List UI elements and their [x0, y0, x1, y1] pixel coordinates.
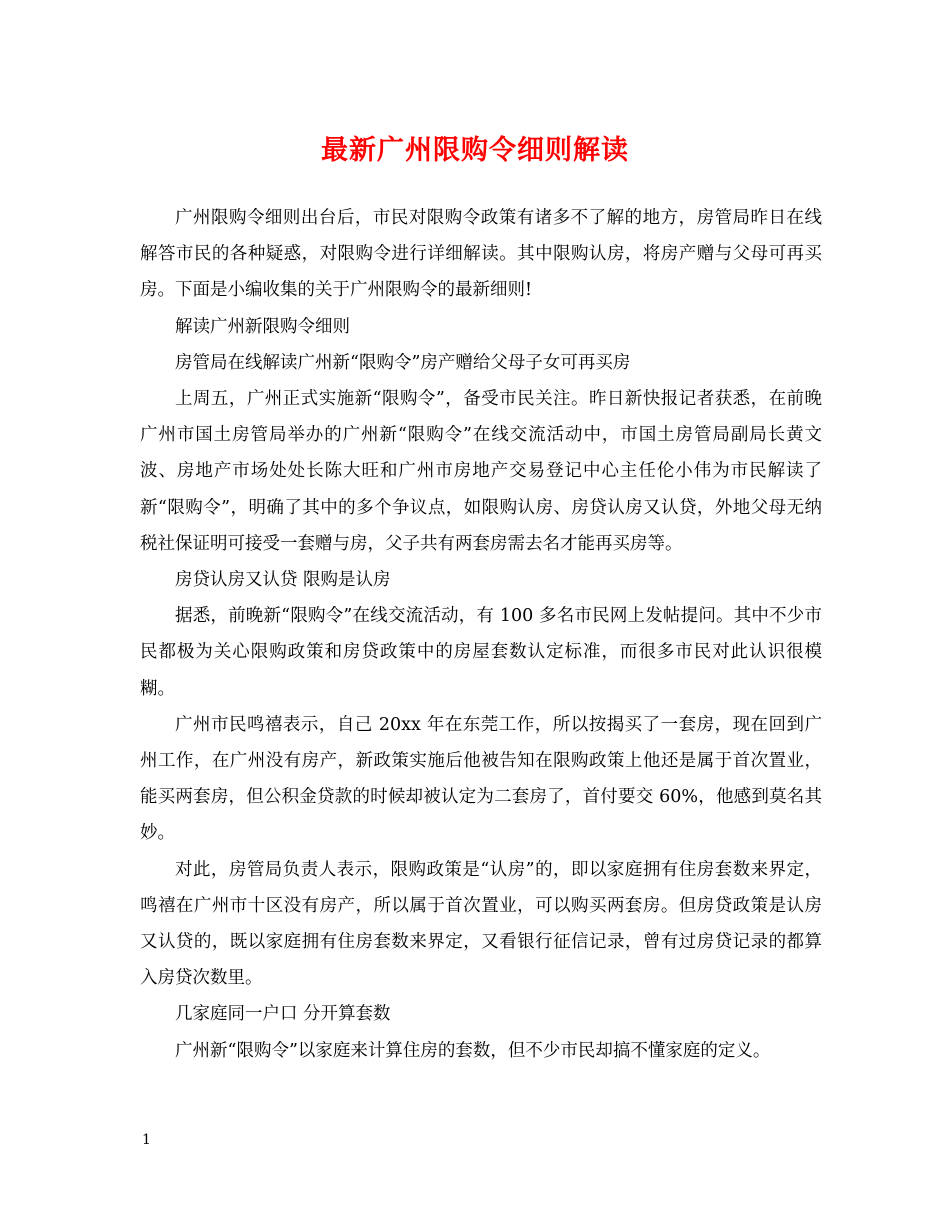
- document-body: [140, 200, 822, 1069]
- paragraph-subheading: 房管局在线解读广州新“限购令”房产赠给父母子女可再买房: [175, 352, 631, 373]
- page-number: 1: [142, 1132, 151, 1148]
- paragraph-official-response: 对此，房管局负责人表示，限购政策是“认房”的，即以家庭拥有住房套数来界定，鸣禧在广州市十区没有房产，所以属于首次置业，可以购买两套房。但房贷政策是认房又认贷的，既以家庭拥有住房套数来界定，又看银行征信记录，曾有过房贷记录的都算入房贷次数里。: [140, 859, 822, 989]
- paragraph-heading-interpretation: 解读广州新限购令细则: [175, 316, 350, 337]
- paragraph-intro: 广州限购令细则出台后，市民对限购令政策有诸多不了解的地方，房管局昨日在线解答市民的各种疑惑，对限购令进行详细解读。其中限购认房，将房产赠与父母可再买房。下面是小编收集的关于广州限购令的最新细则!: [140, 208, 822, 301]
- section-heading-household: 几家庭同一户口 分开算套数: [175, 1004, 391, 1025]
- document-title: 最新广州限购令细则解读: [321, 135, 629, 166]
- paragraph-news: 上周五，广州正式实施新“限购令”，备受市民关注。昨日新快报记者获悉，在前晚广州市国土房管局举办的广州新“限购令”在线交流活动中，市国土房管局副局长黄文波、房地产市场处处长陈大旺和广州市房地产交易登记中心主任伦小伟为市民解读了新“限购令”，明确了其中的多个争议点，如限购认房、房贷认房又认贷，外地父母无纳税社保证明可接受一套赠与房，父子共有两套房需去名才能再买房等。: [140, 389, 822, 554]
- paragraph-citizen-case: 广州市民鸣禧表示，自己 20xx 年在东莞工作，所以按揭买了一套房，现在回到广州工作，在广州没有房产，新政策实施后他被告知在限购政策上他还是属于首次置业，能买两套房，但公积金贷款的时候却被认定为二套房了，首付要交 60%，他感到莫名其妙。: [140, 714, 822, 844]
- paragraph-household-definition: 广州新“限购令”以家庭来计算住房的套数，但不少市民却搞不懂家庭的定义。: [175, 1040, 771, 1061]
- section-heading-loan: 房贷认房又认贷 限购是认房: [175, 570, 391, 591]
- paragraph-online-event: 据悉，前晚新“限购令”在线交流活动，有 100 多名市民网上发帖提问。其中不少市民都极为关心限购政策和房贷政策中的房屋套数认定标准，而很多市民对此认识很模糊。: [140, 606, 822, 699]
